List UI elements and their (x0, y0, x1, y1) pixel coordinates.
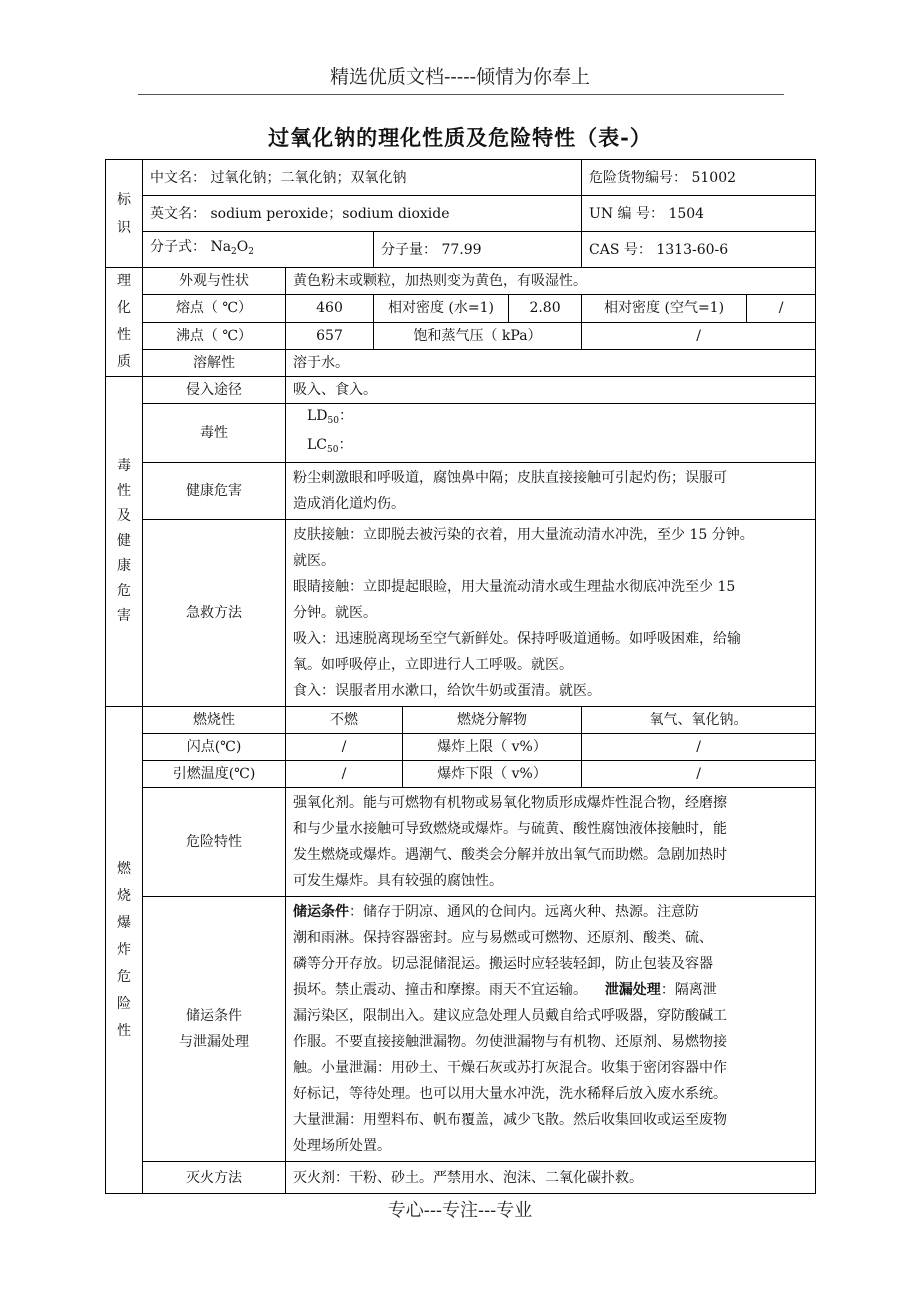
lower-limit-value: / (582, 761, 816, 788)
health-value (286, 463, 816, 520)
toxicity-values (286, 404, 816, 463)
extinguish-label: 灭火方法 (143, 1162, 286, 1194)
table-row (106, 377, 816, 404)
text-line: 皮肤接触：立即脱去被污染的衣着，用大量流动清水冲洗，至少 15 分钟。 (293, 527, 754, 543)
formula-label: 分子式： Na (150, 239, 232, 255)
header-rule (138, 94, 784, 95)
text-line: 大量泄漏：用塑料布、帆布覆盖，减少飞散。然后收集回收或运至废物 (293, 1112, 727, 1128)
storage-label (143, 897, 286, 1162)
text-run: ：隔离泄 (660, 982, 717, 998)
appearance-label: 外观与性状 (143, 268, 286, 295)
text-line: 强氧化剂。能与可燃物有机物或易氧化物质形成爆炸性混合物，经磨擦 (293, 795, 727, 811)
section-label-toxicity (106, 377, 143, 707)
storage-label-line: 与泄漏处理 (179, 1034, 249, 1050)
formula-subscript: 2 (231, 247, 237, 257)
lc-text: LC (307, 437, 328, 453)
table-row (106, 196, 816, 232)
table-row (106, 295, 816, 322)
table-row (106, 463, 816, 520)
firstaid-label: 急救方法 (143, 520, 286, 707)
text-line: 氧。如呼吸停止，立即进行人工呼吸。就医。 (293, 657, 573, 673)
table-row (106, 232, 816, 268)
extinguish-value: 灭火剂：干粉、砂土。严禁用水、泡沫、二氧化碳扑救。 (286, 1162, 816, 1194)
density-water-value: 2.80 (509, 295, 582, 322)
table-row (106, 734, 816, 761)
cn-name-cell: 中文名： 过氧化钠；二氧化钠；双氧化钠 (143, 160, 582, 196)
lower-limit-label: 爆炸下限（ v%） (403, 761, 582, 788)
table-row (106, 160, 816, 196)
route-label: 侵入途径 (143, 377, 286, 404)
text-line: 造成消化道灼伤。 (293, 496, 405, 512)
table-row (106, 268, 816, 295)
mp-value: 460 (286, 295, 374, 322)
text-run: ：储存于阴凉、通风的仓间内。远离火种、热源。注意防 (349, 904, 699, 920)
table-row (106, 520, 816, 707)
lc-subscript: 50 (327, 445, 339, 455)
section-text: 毒 性 及 健 康 危 害 (117, 458, 131, 624)
table-row (106, 1162, 816, 1194)
table-row (106, 404, 816, 463)
storage-value (286, 897, 816, 1162)
ld-text: LD (307, 408, 328, 424)
table-row (106, 897, 816, 1162)
property-table (105, 159, 816, 1194)
en-name-cell: 英文名： sodium peroxide；sodium dioxide (143, 196, 582, 232)
storage-heading: 储运条件 (293, 904, 349, 920)
text-line (293, 977, 808, 1003)
text-line: 发生燃烧或爆炸。遇潮气、酸类会分解并放出氧气而助燃。急剧加热时 (293, 847, 727, 863)
ld-colon: ： (338, 408, 353, 424)
text-line: 处理场所处置。 (293, 1138, 391, 1154)
cas-cell: CAS 号： 1313-60-6 (582, 232, 816, 268)
section-text: 理 化 性 质 (117, 273, 131, 370)
formula-subscript: 2 (248, 247, 254, 257)
text-line: 分钟。就医。 (293, 605, 377, 621)
text-line: 就医。 (293, 553, 335, 569)
section-label-fire (106, 707, 143, 1194)
firstaid-value (286, 520, 816, 707)
bp-value: 657 (286, 322, 374, 349)
formula-cell (143, 232, 374, 268)
combustion-products-label: 燃烧分解物 (403, 707, 582, 734)
combustion-products-value: 氧气、氧化钠。 (582, 707, 816, 734)
mp-label: 熔点（ ℃） (143, 295, 286, 322)
text-line: 可发生爆炸。具有较强的腐蚀性。 (293, 873, 503, 889)
flash-label: 闪点(℃) (143, 734, 286, 761)
vapor-value: / (582, 322, 816, 349)
table-row (106, 322, 816, 349)
route-value: 吸入、食入。 (286, 377, 816, 404)
ld50-line (293, 404, 808, 433)
flammability-value: 不燃 (286, 707, 403, 734)
density-air-label: 相对密度 (空气=1) (582, 295, 747, 322)
table-row (106, 788, 816, 897)
upper-limit-value: / (582, 734, 816, 761)
hazard-value (286, 788, 816, 897)
text-line: 好标记，等待处理。也可以用大量水冲洗，洗水稀释后放入废水系统。 (293, 1086, 727, 1102)
text-line: 磷等分开存放。切忌混储混运。搬运时应轻装轻卸，防止包装及容器 (293, 956, 713, 972)
ignition-label: 引燃温度(℃) (143, 761, 286, 788)
solubility-value: 溶于水。 (286, 349, 816, 376)
text-line: 触。小量泄漏：用砂土、干燥石灰或苏打灰混合。收集于密闭容器中作 (293, 1060, 727, 1076)
solubility-label: 溶解性 (143, 349, 286, 376)
lc50-line (293, 433, 808, 462)
section-label-physchem (106, 268, 143, 377)
ld-subscript: 50 (327, 416, 339, 426)
lc-colon: ： (338, 437, 353, 453)
upper-limit-label: 爆炸上限（ v%） (403, 734, 582, 761)
section-label-identity (106, 160, 143, 268)
text-line (293, 899, 808, 925)
leak-heading: 泄漏处理 (604, 982, 661, 998)
text-line: 吸入：迅速脱离现场至空气新鲜处。保持呼吸道通畅。如呼吸困难，给输 (293, 631, 741, 647)
page-header: 精选优质文档-----倾情为你奉上 (329, 66, 591, 88)
flash-value: / (286, 734, 403, 761)
document-title: 过氧化钠的理化性质及危险特性（表-） (268, 125, 652, 150)
mol-weight-cell: 分子量： 77.99 (374, 232, 582, 268)
storage-label-line: 储运条件 (186, 1008, 242, 1024)
table-row (106, 761, 816, 788)
density-water-label: 相对密度 (水=1) (374, 295, 509, 322)
health-label: 健康危害 (143, 463, 286, 520)
appearance-value: 黄色粉末或颗粒，加热则变为黄色，有吸湿性。 (286, 268, 816, 295)
ignition-value: / (286, 761, 403, 788)
hazard-no-cell: 危险货物编号： 51002 (582, 160, 816, 196)
text-line: 潮和雨淋。保持容器密封。应与易燃或可燃物、还原剂、酸类、硫、 (293, 930, 713, 946)
table-row (106, 707, 816, 734)
text-line: 作服。不要直接接触泄漏物。勿使泄漏物与有机物、还原剂、易燃物接 (293, 1034, 727, 1050)
page-footer: 专心---专注---专业 (387, 1200, 533, 1221)
hazard-label: 危险特性 (143, 788, 286, 897)
text-line: 粉尘刺激眼和呼吸道，腐蚀鼻中隔；皮肤直接接触可引起灼伤；误服可 (293, 470, 727, 486)
text-line: 眼睛接触：立即提起眼睑，用大量流动清水或生理盐水彻底冲洗至少 15 (293, 579, 736, 595)
density-air-value: / (747, 295, 816, 322)
formula-oxygen: O (236, 239, 249, 255)
un-no-cell: UN 编 号： 1504 (582, 196, 816, 232)
table-row (106, 349, 816, 376)
vapor-label: 饱和蒸气压（ kPa） (374, 322, 582, 349)
section-text: 标 识 (117, 191, 131, 236)
bp-label: 沸点（ ℃） (143, 322, 286, 349)
text-line: 漏污染区，限制出入。建议应急处理人员戴自给式呼吸器，穿防酸碱工 (293, 1008, 727, 1024)
text-run: 损坏。禁止震动、撞击和摩擦。雨天不宜运输。 (293, 982, 605, 998)
text-line: 和与少量水接触可导致燃烧或爆炸。与硫黄、酸性腐蚀液体接触时，能 (293, 821, 727, 837)
flammability-label: 燃烧性 (143, 707, 286, 734)
toxicity-label: 毒性 (143, 404, 286, 463)
text-line: 食入：误服者用水漱口，给饮牛奶或蛋清。就医。 (293, 683, 601, 699)
section-text: 燃 烧 爆 炸 危 险 性 (117, 860, 131, 1039)
